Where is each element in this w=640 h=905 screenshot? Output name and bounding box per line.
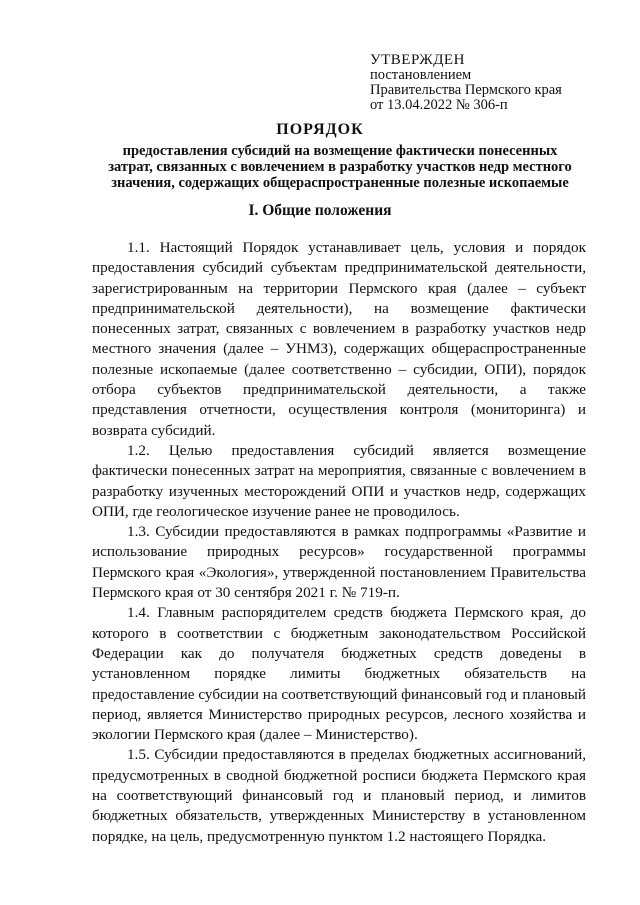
approval-line: постановлением <box>370 67 472 83</box>
approval-date-number: от 13.04.2022 № 306-п <box>370 97 508 113</box>
section-body <box>92 238 586 847</box>
section-heading: I. Общие положения <box>248 202 392 219</box>
paragraph-1-4: 1.4. Главным распорядителем средств бюджета Пермского края, до которого в соответствии с бюджетным законодательством Российской Федерации как до получателя бюджетных средств доведены в установленном порядке лимиты бюджетных обязательств на предоставление субсидии на соответствующий финансовый год и плановый период, является Министерство природных ресурсов, лесного хозяйства и экологии Пермского края (далее – Министерство). <box>92 604 586 744</box>
subtitle-line: значения, содержащих общераспространенные полезные ископаемые <box>111 175 569 191</box>
paragraph-1-5: 1.5. Субсидии предоставляются в пределах бюджетных ассигнований, предусмотренных в сводной бюджетной росписи бюджета Пермского края на соответствующий финансовый год и плановый период, и лимитов бюджетных обязательств, утвержденных Министерству в установленном порядке, на цель, предусмотренную пунктом 1.2 настоящего Порядка. <box>92 746 586 845</box>
approval-heading: УТВЕРЖДЕН <box>370 52 465 68</box>
approval-line: Правительства Пермского края <box>370 82 562 98</box>
paragraph-1-2: 1.2. Целью предоставления субсидий является возмещение фактически понесенных затрат на мероприятия, связанные с вовлечением в разработку изученных месторождений ОПИ и участков недр, содержащих ОПИ, где геологическое изучение ранее не проводилось. <box>92 441 586 520</box>
document-subtitle <box>100 143 580 191</box>
approval-stamp <box>370 53 610 113</box>
subtitle-line: предоставления субсидий на возмещение фактически понесенных <box>122 143 558 159</box>
document-title: ПОРЯДОК <box>276 121 364 138</box>
paragraph-1-3: 1.3. Субсидии предоставляются в рамках подпрограммы «Развитие и использование природных ресурсов» государственной программы Пермского края «Экология», утвержденной постановлением Правительства Пермского края от 30 сентября 2021 г. № 719-п. <box>92 523 586 602</box>
paragraph-1-1: 1.1. Настоящий Порядок устанавливает цель, условия и порядок предоставления субсидий субъектам предпринимательской деятельности, зарегистрированным на территории Пермского края (далее – субъект предпринимательской деятельности), на возмещение фактически понесенных затрат, связанных с вовлечением в разработку участков недр местного значения (далее – УНМЗ), содержащих общераспространенные полезные ископаемые (далее соответственно – субсидии, ОПИ), порядок отбора субъектов предпринимательской деятельности, а также представления отчетности, осуществления контроля (мониторинга) и возврата субсидий. <box>92 239 586 439</box>
subtitle-line: затрат, связанных с вовлечением в разработку участков недр местного <box>108 159 572 175</box>
